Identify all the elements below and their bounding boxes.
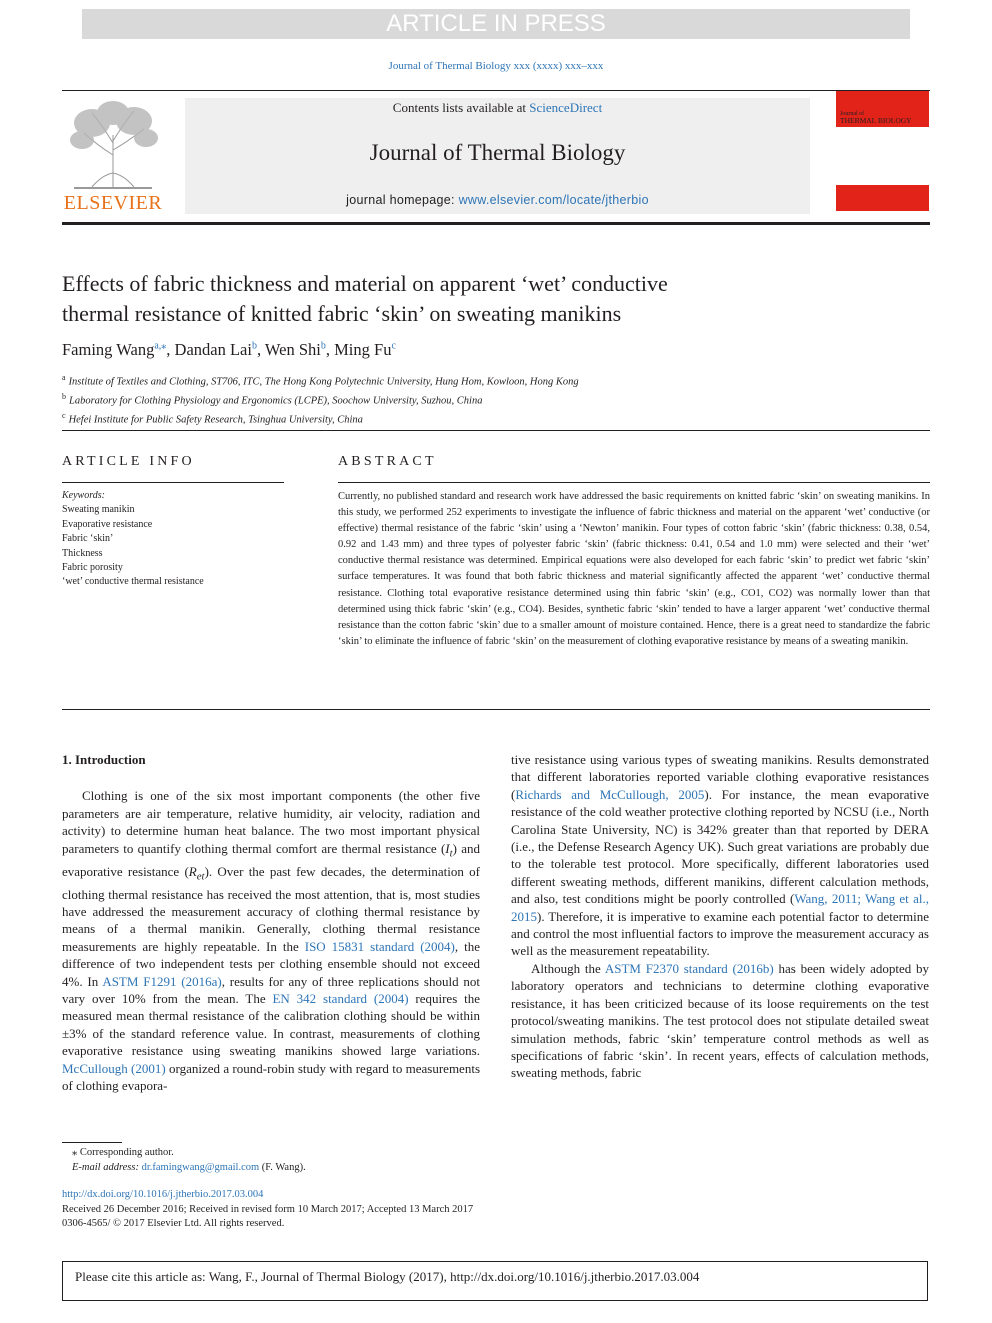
homepage-link[interactable]: www.elsevier.com/locate/jtherbio (458, 193, 649, 207)
citation-link[interactable]: ASTM F2370 standard (2016b) (604, 960, 774, 976)
intro-paragraph-2: Although the ASTM F2370 standard (2016b) has been widely adopted by laboratory operators and technicians to determine clothing evaporative resistance, it has been criticized because of its loose requirements on the test protocol/sweating manikins. The test protocol does not stipulate detailed sweat simulation methods, fabric ‘skin’ temperature control methods as well as specifications of fabric ‘skin’. In recent years, effects of calculation methods, sweating methods, fabric (511, 960, 930, 1081)
affiliation-text: Laboratory for Clothing Physiology and Ergonomics (LCPE), Soochow University, Suzhou, China (69, 395, 483, 407)
citation-link[interactable]: ASTM F1291 (2016a) (102, 973, 222, 989)
title-line-2: thermal resistance of knitted fabric ‘skin’ on sweating manikins (62, 301, 622, 326)
contents-prefix: Contents lists available at (392, 100, 530, 115)
keyword: ‘wet’ conductive thermal resistance (62, 576, 204, 588)
affiliation (62, 409, 922, 428)
affiliation-text: Hefei Institute for Public Safety Research, Tsinghua University, China (68, 414, 363, 426)
author-list (62, 340, 922, 360)
contents-line (185, 100, 810, 116)
article-in-press-banner: ARTICLE IN PRESS (82, 9, 910, 39)
email-link[interactable]: dr.famingwang@gmail.com (141, 1161, 260, 1173)
keyword: Fabric ‘skin’ (62, 533, 114, 545)
affiliations (62, 371, 922, 428)
cover-text-2: THERMAL BIOLOGY (840, 116, 912, 125)
journal-homepage (185, 193, 810, 207)
citation-box (62, 1261, 928, 1301)
affiliation-mark: a (62, 373, 66, 382)
affiliation (62, 371, 922, 390)
journal-reference: Journal of Thermal Biology xxx (xxxx) xxx–xxx (388, 60, 604, 72)
keywords-label: Keywords: (62, 490, 105, 501)
citation-link[interactable]: McCullough (2001) (62, 1060, 166, 1076)
keyword: Thickness (62, 547, 103, 559)
author-separator: , (256, 340, 265, 359)
article-info-heading: ARTICLE INFO (62, 454, 195, 469)
affiliation (62, 390, 922, 409)
elsevier-wordmark: ELSEVIER (63, 192, 163, 214)
affiliation-mark: c (62, 411, 66, 420)
footnotes (62, 1146, 662, 1175)
author-affil-mark[interactable]: b (251, 340, 257, 352)
rule-after-abstract (62, 709, 930, 710)
citation-link[interactable]: EN 342 standard (2004) (272, 991, 409, 1007)
author-name: Dandan Lai (174, 340, 252, 359)
journal-title: Journal of Thermal Biology (369, 140, 626, 165)
section-heading-introduction: 1. Introduction (62, 752, 146, 767)
header-rule-top (62, 90, 930, 91)
author-affil-mark[interactable]: a,⁎ (154, 340, 167, 352)
keywords-block (62, 489, 292, 590)
citation-link[interactable]: Richards and McCullough, 2005 (515, 786, 705, 802)
author-affil-mark[interactable]: b (320, 340, 326, 352)
affiliation-text: Institute of Textiles and Clothing, ST706, ITC, The Hong Kong Polytechnic University, Hung Hom, Kowloon, Hong Kong (68, 376, 579, 388)
sciencedirect-link[interactable]: ScienceDirect (529, 100, 603, 115)
keyword: Fabric porosity (62, 562, 123, 574)
doi-link[interactable]: http://dx.doi.org/10.1016/j.jtherbio.2017.03.004 (62, 1189, 264, 1200)
author-separator: , (325, 340, 335, 359)
rule-before-info (62, 430, 930, 431)
footnote-rule (62, 1142, 122, 1143)
publication-dates: Received 26 December 2016; Received in revised form 10 March 2017; Accepted 13 March 2017 (62, 1203, 474, 1215)
abstract-heading: ABSTRACT (338, 454, 437, 469)
affiliation-mark: b (62, 392, 66, 401)
intro-paragraph-1: Clothing is one of the six most important components (the other five parameters are air temperature, relative humidity, air velocity, radiation and activity) to determine human heat balance. The two most important physical parameters to quantify clothing thermal comfort are thermal resistance $(I_t)$ and evaporative resistance $(R_{et})$. Over the past few decades, the determination of clothing thermal resistance has received the most attention, that is, most studies have addressed the measurement accuracy of clothing thermal resistance by means of a thermal manikin. Generally, clothing thermal resistance measurements are highly repeatable. In the ISO 15831 standard (2004), the difference of two independent tests per clothing ensemble should not exceed 4%. In ASTM F1291 (2016a), results for any of three replications should not vary over 10% from the mean. The EN 342 standard (2004) requires the measured mean thermal resistance of the calibration clothing should be within ±3% of the standard reference value. In contrast, measurements of clothing evaporative resistance using sweating manikins showed large variations. McCullough (2001) organized a round-robin study with regard to measurements of clothing evapora- (62, 788, 481, 1094)
keyword: Evaporative resistance (62, 518, 153, 530)
article-info-rule (62, 482, 284, 483)
citation-text: Please cite this article as: Wang, F., Journal of Thermal Biology (2017), http://dx.doi.org/10.1016/j.jtherbio.2017.03.004 (75, 1269, 700, 1284)
copyright: 0306-4565/ © 2017 Elsevier Ltd. All rights reserved. (62, 1218, 285, 1229)
author-affil-mark[interactable]: c (391, 340, 396, 352)
body-column-right (511, 751, 929, 1082)
author-name: Faming Wang (62, 340, 155, 359)
author-name: Ming Fu (334, 340, 392, 359)
citation-link[interactable]: ISO 15831 standard (2004) (304, 938, 455, 954)
email-label: E-mail address: (72, 1161, 139, 1173)
author-separator: , (166, 340, 175, 359)
email-note: E-mail address: dr.famingwang@gmail.com (F. Wang). (72, 1161, 306, 1173)
body-column-left (62, 751, 480, 1095)
journal-cover-thumbnail (836, 91, 929, 211)
article-title (62, 269, 922, 329)
abstract-rule (338, 482, 930, 483)
corresponding-author-note: ⁎ Corresponding author. (72, 1147, 174, 1158)
abstract-text: Currently, no published standard and research work have addressed the basic requirements on knitted fabric ‘skin’ on sweating manikins. In this study, we performed 252 experiments to investigate the influence of fabric thickness and material on the apparent ‘wet’ conductive (or effective) thermal resistance of the fabric ‘skin’ using a ‘Newton’ manikin. Four types of cotton fabric ‘skin’ (fabric thickness: 0.38, 0.54, 0.92 and 1.43 mm) and three types of polyester fabric ‘skin’ (fabric thickness: 0.41, 0.54 and 1.0 mm) were selected and their ‘wet’ conductive thermal resistance was determined. Empirical equations were also developed for each fabric ‘skin’ to predict wet fabric ‘skin’ surface temperatures. It was found that both fabric thickness and material significantly affected the apparent ‘wet’ conductive thermal resistance. Clothing total evaporative resistance determined using thin fabric ‘skin’ (e.g., CO1, CO2) was normally lower than that determined using thick fabric ‘skin’ (e.g., CO4). Besides, synthetic fabric ‘skin’ tended to have a larger apparent ‘wet’ conductive thermal resistance than the cotton fabric ‘skin’ due to a smaller amount of moisture contained. Hence, there is a great need to standardize the fabric ‘skin’ to eliminate the influence of fabric ‘skin’ on the measurement of clothing evaporative resistance by means of a sweating manikin. (338, 491, 930, 647)
cover-text-1: Journal of (840, 111, 865, 117)
keyword: Sweating manikin (62, 504, 135, 516)
homepage-prefix: journal homepage: (346, 193, 459, 207)
header-rule-bottom (62, 222, 930, 225)
citation-link[interactable]: Wang, 2011; Wang et al., 2015 (511, 891, 929, 924)
author-name: Wen Shi (264, 340, 321, 359)
footnote-mark: ⁎ (72, 1147, 78, 1158)
publication-info (62, 1188, 762, 1232)
title-line-1: Effects of fabric thickness and material on apparent ‘wet’ conductive (62, 271, 668, 296)
intro-paragraph-1-continued: tive resistance using various types of sweating manikins. Results demonstrated that different laboratories reported variable clothing evaporative resistances (Richards and McCullough, 2005). For instance, the mean evaporative resistance of the cold weather protective clothing reported by NCSU (i.e., North Carolina State University, NC) is 342% greater than that reported by DERA (i.e., the Defense Research Agency UK). Such great variations are probably due to the tolerable test protocol. More specifically, different laboratories used different sweating methods, different manikins, different calculation methods, and also, test conditions might be poorly controlled (Wang, 2011; Wang et al., 2015). Therefore, it is imperative to examine each potential factor to determine and control the most influential factors to improve the measurement accuracy as well as the measurement repeatability. (511, 752, 929, 959)
